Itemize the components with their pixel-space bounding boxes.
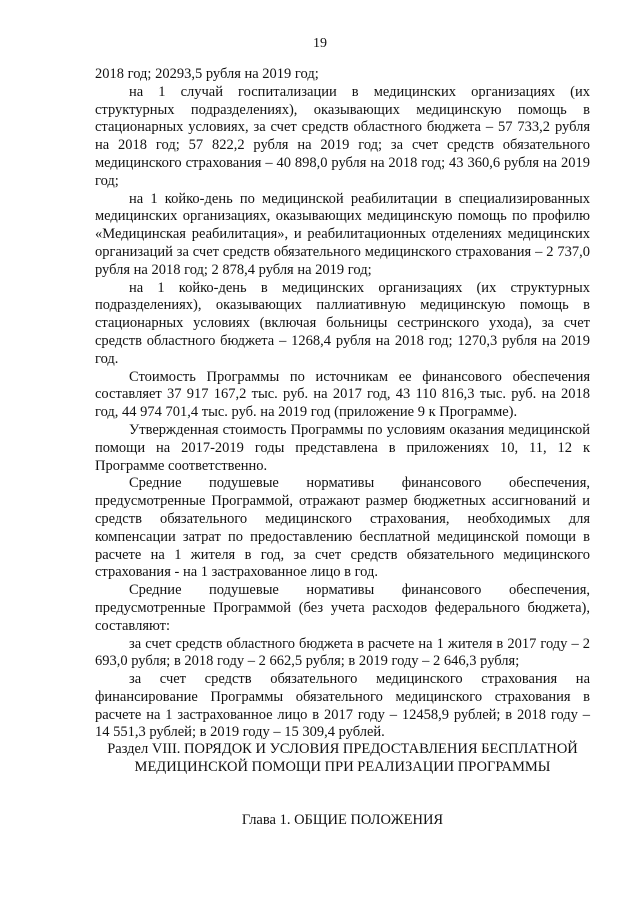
- chapter-heading: Глава 1. ОБЩИЕ ПОЛОЖЕНИЯ: [241, 812, 444, 828]
- body-text: [95, 66, 590, 742]
- paragraph-1: 2018 год; 20293,5 рубля на 2019 год;: [95, 66, 319, 82]
- section-heading: Раздел VIII. ПОРЯДОК И УСЛОВИЯ ПРЕДОСТАВЛЕНИЯ БЕСПЛАТНОЙ МЕДИЦИНСКОЙ ПОМОЩИ ПРИ РЕАЛИЗАЦИИ ПРОГРАММЫ: [107, 741, 578, 775]
- paragraph-5: Стоимость Программы по источникам ее финансового обеспечения составляет 37 917 167,2 тыс. руб. на 2017 год, 43 110 816,3 тыс. руб. на 2018 год, 44 974 701,4 тыс. руб. на 2019 год (приложение 9 к Программе).: [95, 368, 590, 421]
- paragraph-9: за счет средств областного бюджета в расчете на 1 жителя в 2017 году – 2 693,0 рубля; в 2018 году – 2 662,5 рубля; в 2019 году – 2 646,3 рубля;: [95, 635, 590, 670]
- page-number: 19: [313, 36, 327, 51]
- paragraph-6: Утвержденная стоимость Программы по условиям оказания медицинской помощи на 2017-2019 годы представлена в приложениях 10, 11, 12 к Программе соответственно.: [95, 421, 590, 474]
- paragraph-2: на 1 случай госпитализации в медицинских организациях (их структурных подразделениях), оказывающих медицинскую помощь в стационарных условиях, за счет средств областного бюджета – 57 733,2 рубля на 2018 год; 57 822,2 рубля на 2019 год; за счет средств обязательного медицинского страхования – 40 898,0 рубля на 2018 год; 43 360,6 рубля на 2019 год;: [95, 83, 590, 189]
- paragraph-7: Средние подушевые нормативы финансового обеспечения, предусмотренные Программой, отражают размер бюджетных ассигнований и средств обязательного медицинского страхования, необходимых для компенсации затрат по предоставлению бесплатной медицинской помощи в расчете на 1 жителя в год, за счет средств обязательного медицинского страхования - на 1 застрахованное лицо в год.: [95, 475, 590, 581]
- paragraph-10: за счет средств обязательного медицинского страхования на финансирование Программы обязательного медицинского страхования в расчете на 1 застрахованное лицо в 2017 году – 12458,9 рублей; в 2018 году – 14 551,3 рублей; в 2019 году – 15 309,4 рублей.: [95, 671, 590, 741]
- paragraph-4: на 1 койко-день в медицинских организациях (их структурных подразделениях), оказывающих паллиативную медицинскую помощь в стационарных условиях (включая больницы сестринского ухода), за счет средств областного бюджета – 1268,4 рубля на 2018 год; 1270,3 рубля на 2019 год.: [95, 279, 590, 367]
- paragraph-3: на 1 койко-день по медицинской реабилитации в специализированных медицинских организациях, оказывающих медицинскую помощь по профилю «Медицинская реабилитация», и реабилитационных отделениях медицинских организаций за счет средств обязательного медицинского страхования – 2 737,0 рубля на 2018 год; 2 878,4 рубля на 2019 год;: [95, 190, 590, 278]
- paragraph-8: Средние подушевые нормативы финансового обеспечения, предусмотренные Программой (без учета расходов федерального бюджета), составляют:: [95, 582, 590, 634]
